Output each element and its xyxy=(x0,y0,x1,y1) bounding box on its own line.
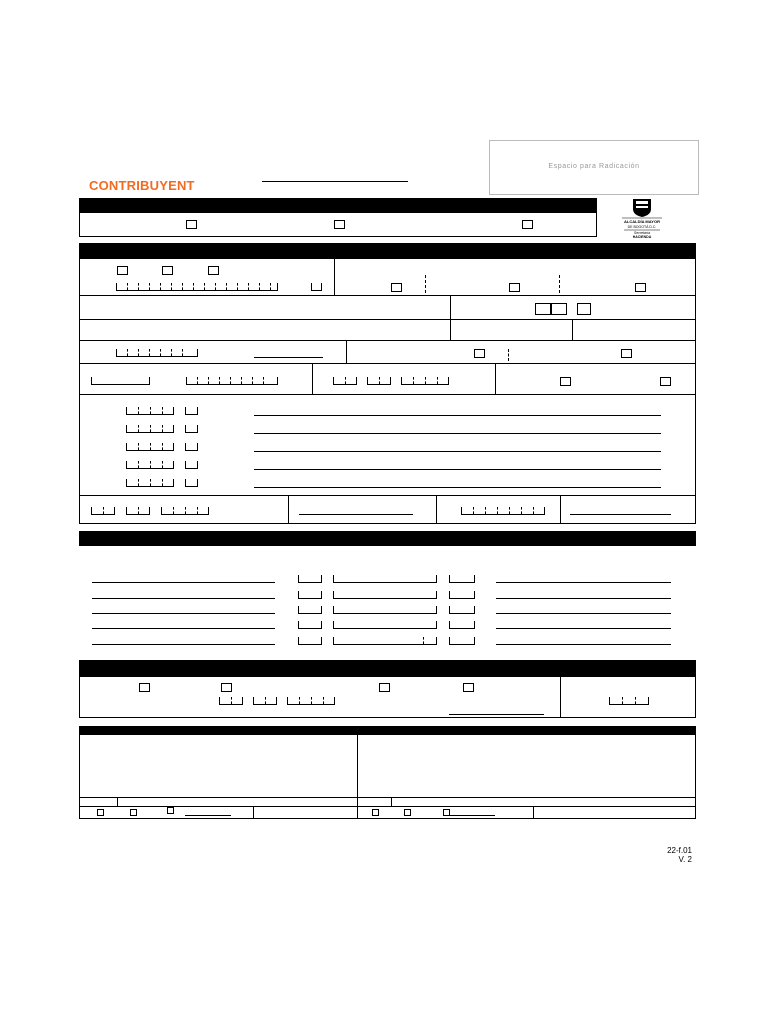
bogota-coat-of-arms-icon xyxy=(618,197,666,239)
status-checkbox-2[interactable] xyxy=(660,377,671,386)
section-d-code-field[interactable] xyxy=(609,698,649,705)
section-d-checkbox-3[interactable] xyxy=(379,683,390,692)
activity-digit-field[interactable] xyxy=(185,462,198,469)
section-b-number-field[interactable] xyxy=(461,508,545,515)
section-d-checkbox-1[interactable] xyxy=(139,683,150,692)
entity-code-field-3[interactable] xyxy=(577,303,591,315)
section-a-option-3-checkbox[interactable] xyxy=(522,220,533,229)
logo-line-4: HACIENDA xyxy=(632,235,652,239)
partner-id-type-field[interactable] xyxy=(298,576,322,583)
logo-line-1: ALCALDÍA MAYOR xyxy=(624,219,660,224)
regime-checkbox-1[interactable] xyxy=(474,349,485,358)
partner-id-type-field[interactable] xyxy=(298,622,322,629)
partner-detail-line[interactable] xyxy=(496,644,671,645)
partner-name-line[interactable] xyxy=(92,598,275,599)
section-b-date-month-field[interactable] xyxy=(126,508,150,515)
partner-id-type-field[interactable] xyxy=(298,607,322,614)
reference-number-field[interactable] xyxy=(186,378,278,385)
activity-code-field[interactable] xyxy=(126,408,174,415)
activity-digit-field[interactable] xyxy=(185,426,198,433)
registration-detail-line[interactable] xyxy=(254,357,323,358)
contributor-type-checkbox-2[interactable] xyxy=(509,283,520,292)
activity-code-field[interactable] xyxy=(126,462,174,469)
partner-check-digit-field[interactable] xyxy=(449,592,475,599)
signer-1-id-type-checkbox-3[interactable] xyxy=(167,807,174,814)
section-d-date-day-field[interactable] xyxy=(219,698,243,705)
partner-id-type-field[interactable] xyxy=(298,592,322,599)
partner-detail-line[interactable] xyxy=(496,613,671,614)
partner-check-digit-field[interactable] xyxy=(449,607,475,614)
partner-name-line[interactable] xyxy=(92,644,275,645)
activity-digit-field[interactable] xyxy=(185,480,198,487)
entity-code-field-1[interactable] xyxy=(535,303,551,315)
id-number-field[interactable] xyxy=(116,284,278,291)
partner-id-number-field[interactable] xyxy=(333,607,437,614)
activity-description-line[interactable] xyxy=(254,415,661,416)
form-title: CONTRIBUYENT xyxy=(89,178,195,193)
section-d-checkbox-2[interactable] xyxy=(221,683,232,692)
signer-1-id-number-line[interactable] xyxy=(185,815,231,816)
id-type-checkbox-2[interactable] xyxy=(162,266,173,275)
section-b-name-line[interactable] xyxy=(570,514,671,515)
section-a-option-1-checkbox[interactable] xyxy=(186,220,197,229)
section-d-date-month-field[interactable] xyxy=(253,698,277,705)
contributor-type-checkbox-3[interactable] xyxy=(635,283,646,292)
logo-line-2: DE BOGOTÁ D.C. xyxy=(627,225,657,229)
partner-id-number-field[interactable] xyxy=(333,622,437,629)
section-d-checkbox-4[interactable] xyxy=(463,683,474,692)
form-code-number: 22-f.01 xyxy=(667,846,692,855)
activity-description-line[interactable] xyxy=(254,487,661,488)
signer-1-id-type-checkbox-2[interactable] xyxy=(130,809,137,816)
partner-id-number-field[interactable] xyxy=(333,576,437,583)
partner-name-line[interactable] xyxy=(92,582,275,583)
activity-description-line[interactable] xyxy=(254,433,661,434)
signer-2-id-type-checkbox-1[interactable] xyxy=(372,809,379,816)
status-checkbox-1[interactable] xyxy=(560,377,571,386)
section-a xyxy=(79,198,597,237)
activity-code-field[interactable] xyxy=(126,426,174,433)
date-month-field[interactable] xyxy=(367,378,391,385)
partner-check-digit-field[interactable] xyxy=(449,622,475,629)
partner-detail-line[interactable] xyxy=(496,628,671,629)
id-type-checkbox-3[interactable] xyxy=(208,266,219,275)
entity-code-field-2[interactable] xyxy=(551,303,567,315)
radication-label: Espacio para Radicación xyxy=(548,163,640,170)
partner-id-number-field[interactable] xyxy=(333,638,437,645)
date-day-field[interactable] xyxy=(333,378,357,385)
signer-1-id-type-checkbox-1[interactable] xyxy=(97,809,104,816)
registration-number-field[interactable] xyxy=(116,350,198,357)
partner-check-digit-field[interactable] xyxy=(449,638,475,645)
activity-digit-field[interactable] xyxy=(185,408,198,415)
partner-detail-line[interactable] xyxy=(496,582,671,583)
date-year-field[interactable] xyxy=(401,378,449,385)
contributor-type-checkbox-1[interactable] xyxy=(391,283,402,292)
activity-code-field[interactable] xyxy=(126,444,174,451)
partner-name-line[interactable] xyxy=(92,613,275,614)
activity-description-line[interactable] xyxy=(254,451,661,452)
partner-detail-line[interactable] xyxy=(496,598,671,599)
section-d-signature-line[interactable] xyxy=(449,714,544,715)
partner-name-line[interactable] xyxy=(92,628,275,629)
partner-check-digit-field[interactable] xyxy=(449,576,475,583)
partner-id-type-field[interactable] xyxy=(298,638,322,645)
regime-checkbox-2[interactable] xyxy=(621,349,632,358)
section-b-date-day-field[interactable] xyxy=(91,508,115,515)
signer-2-id-number-line[interactable] xyxy=(448,815,495,816)
signer-2-id-type-checkbox-2[interactable] xyxy=(404,809,411,816)
section-a-option-2-checkbox[interactable] xyxy=(334,220,345,229)
form-code xyxy=(667,846,692,864)
section-c-header xyxy=(79,531,696,546)
partner-id-number-field[interactable] xyxy=(333,592,437,599)
radication-space xyxy=(489,140,699,195)
logo-line-3: Secretaría xyxy=(633,231,651,235)
activity-description-line[interactable] xyxy=(254,469,661,470)
activity-digit-field[interactable] xyxy=(185,444,198,451)
section-b-date-year-field[interactable] xyxy=(161,508,209,515)
start-value-field[interactable] xyxy=(91,378,150,385)
section-b-signature-line[interactable] xyxy=(299,514,413,515)
form-version: V. 2 xyxy=(678,855,692,864)
section-d-date-year-field[interactable] xyxy=(287,698,335,705)
header-signature-line xyxy=(262,181,408,182)
id-type-checkbox-1[interactable] xyxy=(117,266,128,275)
id-check-digit-field[interactable] xyxy=(311,284,322,291)
activity-code-field[interactable] xyxy=(126,480,174,487)
